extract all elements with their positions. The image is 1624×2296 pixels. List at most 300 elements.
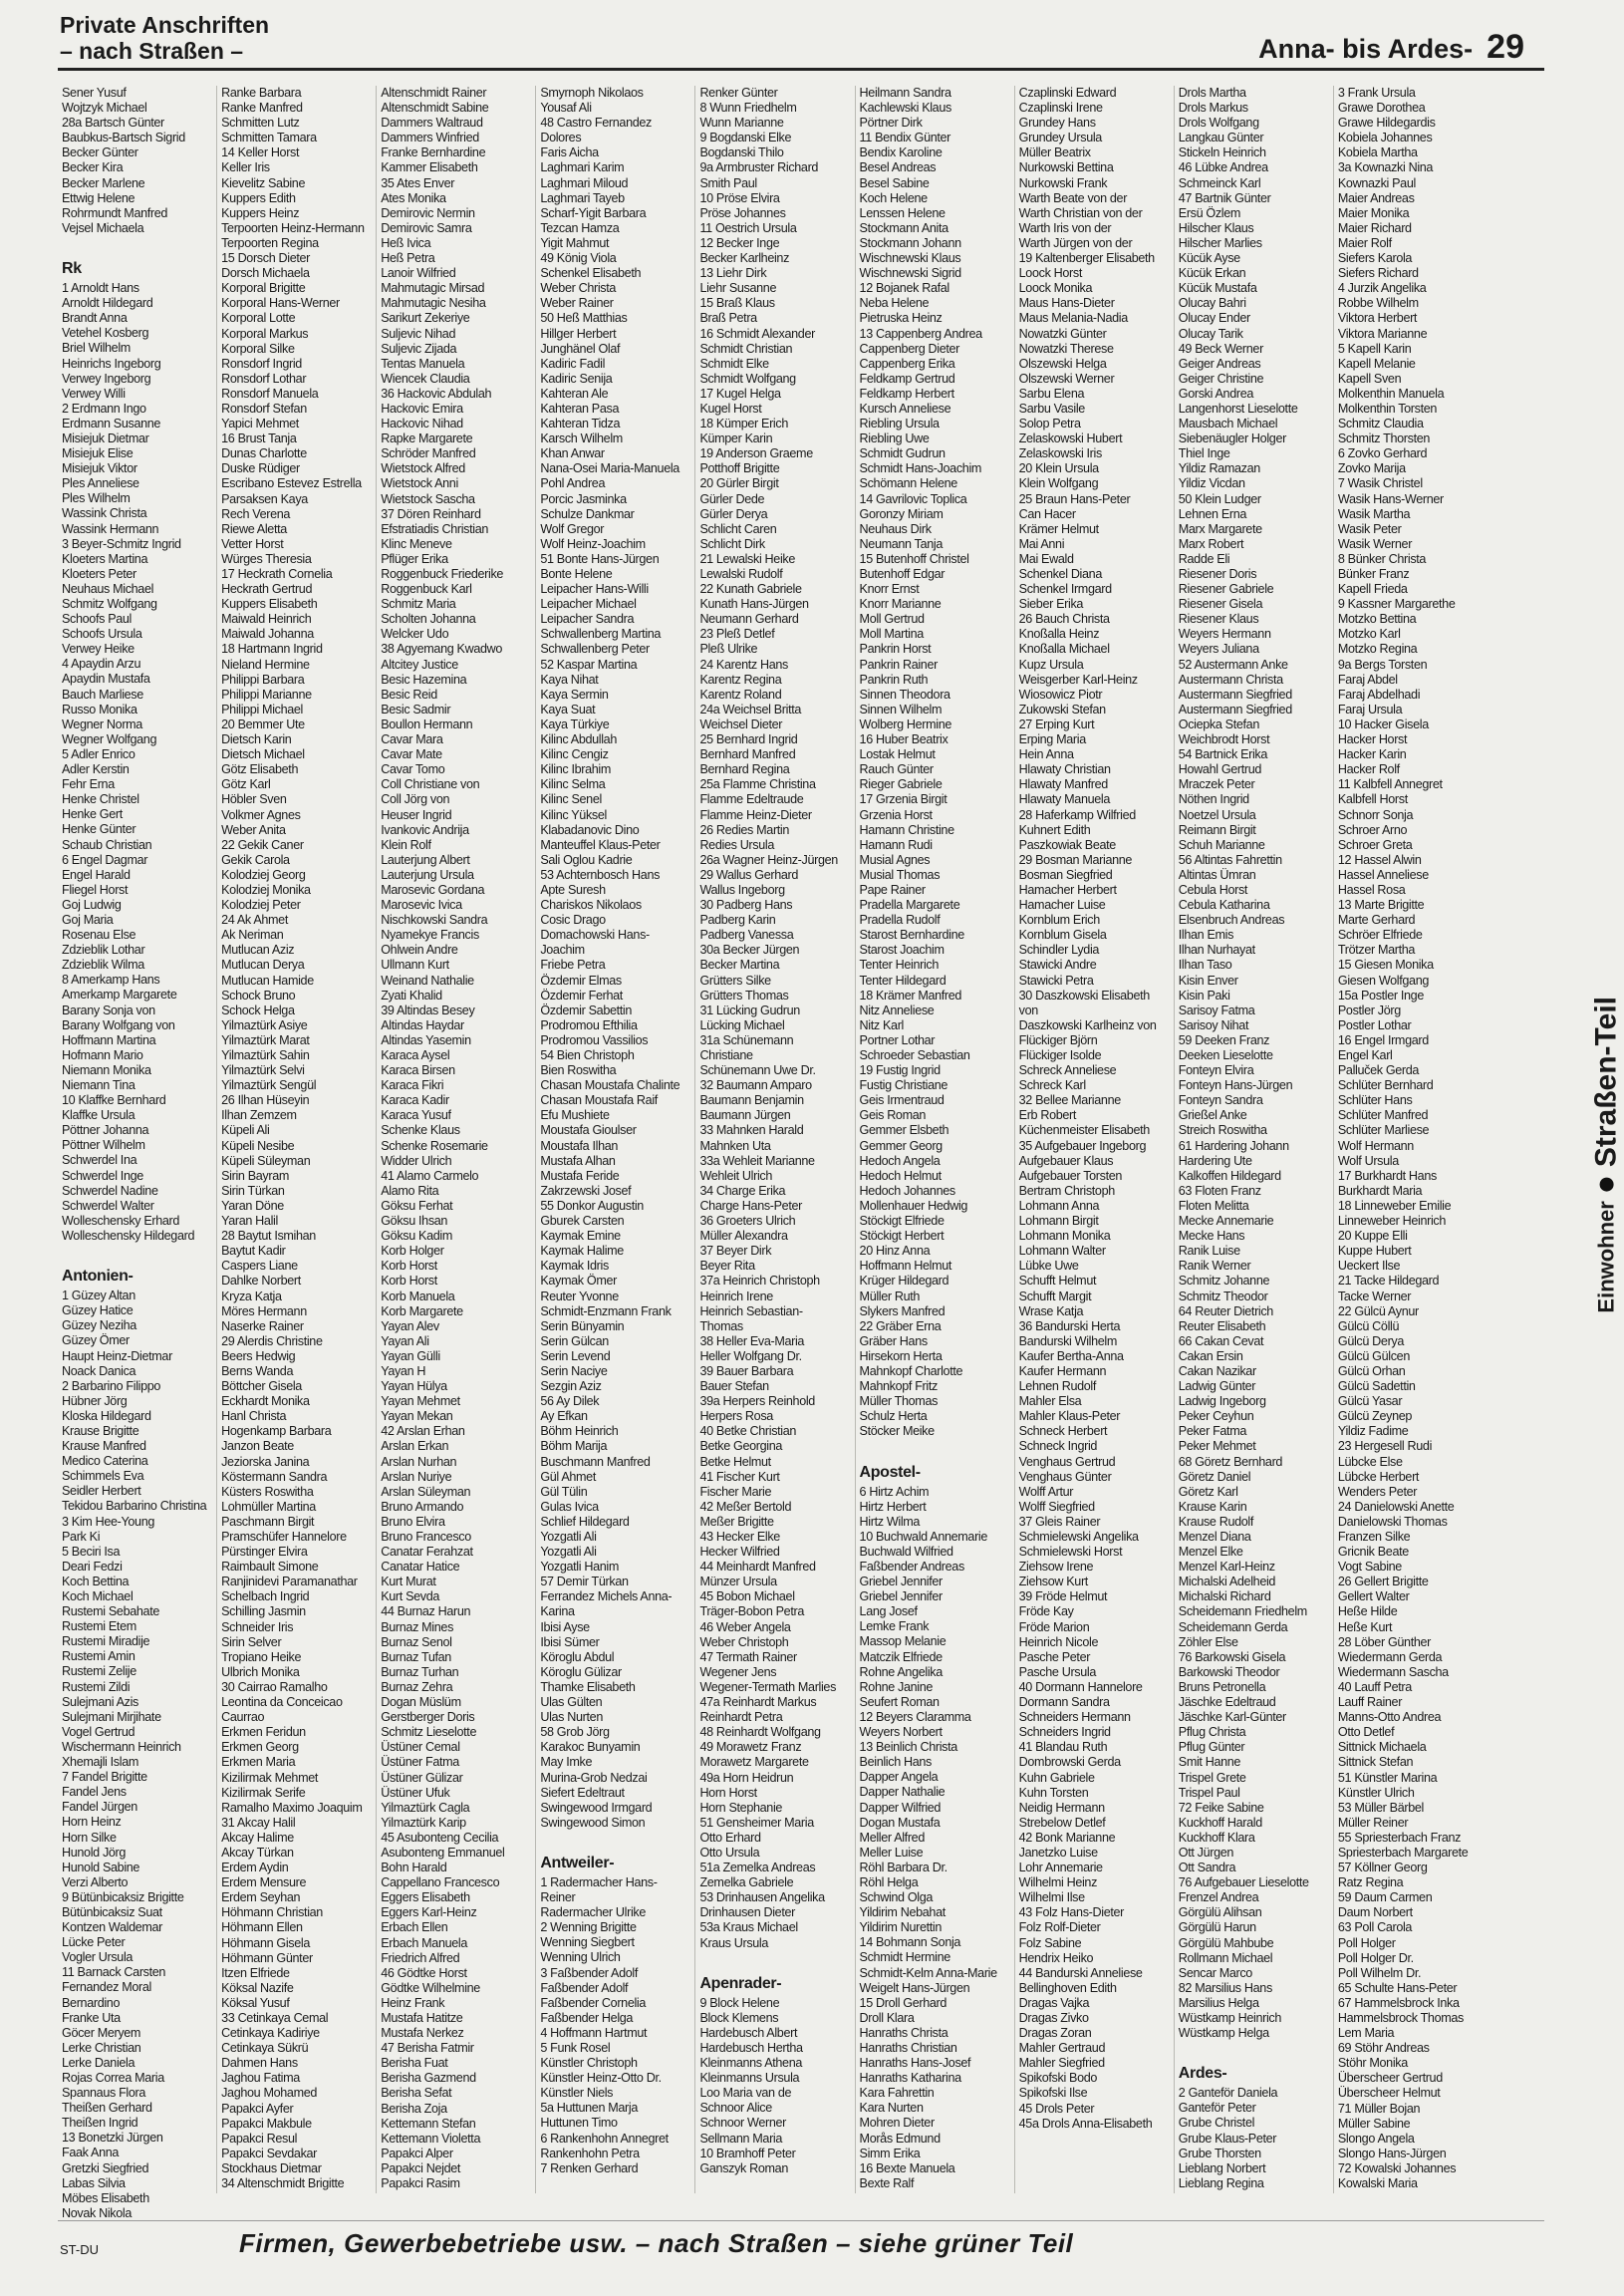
- directory-entry: Droll Klara: [859, 2010, 915, 2025]
- directory-entry: Apaydin Mustafa: [62, 672, 150, 687]
- directory-entry: Heinrichs Ingeborg: [62, 356, 161, 371]
- directory-entry: Pörtner Dirk: [859, 116, 923, 131]
- directory-entry: 25a Flamme Christina: [699, 777, 816, 792]
- directory-entry: Slongo Hans-Jürgen: [1337, 2146, 1447, 2160]
- directory-entry: Höhmann Gisela: [221, 1935, 311, 1950]
- directory-entry: Hillger Herbert: [540, 326, 617, 341]
- directory-entry: 16 Schmidt Alexander: [699, 326, 815, 341]
- directory-entry: Burnaz Turhan: [381, 1664, 459, 1679]
- directory-entry: 36 Hackovic Abdulah: [381, 386, 492, 401]
- directory-entry: 8 Wunn Friedhelm: [699, 101, 797, 116]
- directory-entry: Bexte Ralf: [859, 2175, 915, 2190]
- directory-entry: Ates Monika: [381, 190, 446, 205]
- directory-entry: Renker Günter: [699, 86, 778, 100]
- directory-entry: Krause Karin: [1178, 1499, 1247, 1514]
- directory-entry: Karaca Birsen: [381, 1063, 455, 1078]
- directory-entry: Kobiela Johannes: [1337, 131, 1433, 145]
- directory-entry: Henke Gert: [62, 807, 123, 822]
- directory-entry: Dolores: [540, 131, 582, 145]
- directory-entry: Jäschke Edeltraud: [1178, 1695, 1276, 1710]
- directory-entry: Sirin Türkan: [221, 1183, 285, 1198]
- directory-entry: Köroglu Abdul: [540, 1649, 615, 1664]
- directory-entry: Wietstock Sascha: [381, 491, 475, 506]
- directory-entry: Kuhnert Edith: [1018, 822, 1091, 837]
- directory-entry: Naserke Rainer: [221, 1318, 304, 1333]
- directory-entry: 56 Altintas Fahrettin: [1178, 852, 1282, 867]
- directory-entry: Erdmann Susanne: [62, 416, 161, 430]
- directory-entry: Altenschmidt Rainer: [381, 86, 487, 100]
- directory-entry: Wilhelmi Ilse: [1018, 1890, 1085, 1905]
- directory-entry: Marosevic Ivica: [381, 898, 462, 913]
- directory-entry: Mahnkopf Fritz: [859, 1379, 938, 1394]
- directory-entry: Kornblum Gisela: [1018, 928, 1107, 943]
- directory-entry: Schlicht Caren: [699, 521, 777, 536]
- directory-entry: Becker Günter: [62, 145, 138, 160]
- directory-entry: 15 Dorsch Dieter: [221, 251, 310, 266]
- directory-entry: Lerke Christian: [62, 2040, 141, 2055]
- directory-entry: 45a Drols Anna-Elisabeth: [1018, 2116, 1153, 2131]
- directory-entry: Schneck Herbert: [1018, 1424, 1108, 1439]
- directory-entry: 54 Bien Christoph: [540, 1048, 635, 1062]
- directory-entry: 26a Wagner Heinz-Jürgen: [699, 852, 838, 867]
- directory-entry: Hardering Ute: [1178, 1153, 1252, 1168]
- directory-entry: 3 Kim Hee-Young: [62, 1514, 154, 1529]
- directory-entry: Dragas Zivko: [1018, 2011, 1089, 2025]
- directory-entry: Schoofs Ursula: [62, 627, 142, 642]
- directory-entry: Laghmari Tayeb: [540, 190, 625, 205]
- directory-entry: Folz Sabine: [1018, 1935, 1082, 1950]
- directory-entry: Lohmüller Martina: [221, 1499, 316, 1514]
- directory-entry: Leontina da Conceicao: [221, 1695, 343, 1710]
- directory-entry: Solop Petra: [1018, 417, 1081, 431]
- directory-entry: [1179, 2041, 1329, 2056]
- directory-entry: Ganteför Peter: [1178, 2101, 1256, 2116]
- directory-entry: 2 Barbarino Filippo: [62, 1378, 161, 1393]
- directory-entry: Lohmann Walter: [1018, 1244, 1106, 1259]
- directory-entry: Müller Ruth: [859, 1289, 921, 1303]
- directory-entry: Schlicht Dirk: [699, 536, 765, 551]
- directory-entry: 9 Bütünbicaksiz Brigitte: [62, 1889, 184, 1904]
- directory-entry: Mahnken Uta: [699, 1138, 771, 1153]
- directory-entry: Kücük Mustafa: [1178, 281, 1257, 296]
- directory-entry: Sulejmani Azis: [62, 1694, 138, 1709]
- directory-entry: Kraus Ursula: [699, 1935, 769, 1950]
- directory-entry: 10 Pröse Elvira: [699, 190, 780, 205]
- directory-entry: Aufgebauer Klaus: [1018, 1153, 1114, 1168]
- directory-entry: Kadiric Fadil: [540, 356, 606, 371]
- directory-entry: 12 Beyers Claramma: [859, 1709, 971, 1724]
- directory-entry: Kobiela Martha: [1337, 145, 1418, 160]
- directory-entry: Schwind Olga: [859, 1890, 934, 1905]
- directory-entry: Götz Elisabeth: [221, 762, 299, 777]
- directory-entry: Michalski Adelheid: [1178, 1575, 1276, 1589]
- directory-entry: Wasik Martha: [1337, 506, 1411, 521]
- directory-entry: Langenhorst Lieselotte: [1178, 401, 1298, 416]
- directory-entry: 20 Bemmer Ute: [221, 717, 305, 731]
- directory-entry: Altindas Haydar: [381, 1017, 464, 1032]
- directory-entry: Würges Theresia: [221, 551, 312, 566]
- directory-entry: Pasche Ursula: [1018, 1664, 1097, 1679]
- directory-entry: Kaya Sermin: [540, 687, 609, 702]
- directory-entry: Wassink Hermann: [62, 521, 159, 536]
- directory-entry: Bruno Elvira: [381, 1514, 445, 1529]
- directory-entry: Pöttner Johanna: [62, 1123, 149, 1138]
- directory-entry: Wolff Artur: [1018, 1484, 1074, 1499]
- directory-entry: 26 Ilhan Hüseyin: [221, 1093, 310, 1108]
- directory-entry: Ullmann Kurt: [381, 958, 449, 973]
- directory-entry: Schmitten Lutz: [221, 116, 300, 131]
- directory-entry: Wrase Katja: [1018, 1303, 1084, 1318]
- directory-entry: 54 Bartnick Erika: [1178, 747, 1268, 762]
- directory-entry: 52 Austermann Anke: [1178, 657, 1288, 672]
- directory-entry: 16 Brust Tanja: [221, 431, 297, 446]
- directory-entry: Schröer Elfriede: [1337, 928, 1423, 943]
- directory-entry: Kalbfell Horst: [1337, 792, 1408, 807]
- directory-entry: Kuppers Heinz: [221, 205, 300, 220]
- directory-entry: Ersü Özlem: [1178, 205, 1241, 220]
- directory-entry: Riesener Klaus: [1178, 612, 1259, 627]
- directory-entry: Manteuffel Klaus-Peter: [540, 837, 661, 852]
- directory-entry: 59 Daum Carmen: [1337, 1890, 1433, 1905]
- directory-entry: Zukowski Stefan: [1018, 702, 1106, 717]
- directory-entry: Dapper Angela: [859, 1770, 939, 1785]
- directory-entry: Hogenkamp Barbara: [221, 1424, 332, 1439]
- directory-entry: Ilhan Nurhayat: [1178, 943, 1255, 958]
- directory-entry: Horn Horst: [699, 1785, 757, 1800]
- directory-entry: Korb Horst: [381, 1274, 437, 1289]
- directory-entry: Flückiger Björn: [1018, 1032, 1098, 1047]
- directory-entry: Barany Sonja von: [62, 1003, 155, 1017]
- directory-entry: Köksal Yusuf: [221, 1995, 290, 2010]
- directory-entry: 1 Arnoldt Hans: [62, 281, 139, 296]
- directory-entry: Olucay Ender: [1178, 311, 1250, 326]
- directory-entry: Thamke Elisabeth: [540, 1679, 636, 1694]
- directory-entry: Kloeters Martina: [62, 551, 148, 566]
- directory-entry: Schneiders Hermann: [1018, 1710, 1131, 1725]
- directory-entry: Yozgatli Hanim: [540, 1560, 619, 1575]
- directory-entry: Klabadanovic Dino: [540, 822, 640, 837]
- directory-entry: Geis Irmentraud: [859, 1093, 945, 1108]
- directory-entry: Ranik Luise: [1178, 1244, 1240, 1259]
- header-subtitle: – nach Straßen –: [60, 38, 244, 64]
- street-heading: Ardes-: [1178, 2065, 1227, 2083]
- directory-entry: Gorski Andrea: [1178, 386, 1254, 401]
- directory-entry: 68 Göretz Bernhard: [1178, 1454, 1283, 1469]
- directory-entry: Nöthen Ingrid: [1178, 792, 1249, 807]
- directory-entry: Schmidt Elke: [699, 356, 769, 371]
- directory-entry: 17 Grzenia Birgit: [859, 792, 947, 807]
- directory-entry: Üstüner Cemal: [381, 1740, 460, 1755]
- directory-entry: 1 Güzey Altan: [62, 1289, 135, 1303]
- directory-entry: Gülcü Zeynep: [1337, 1409, 1413, 1424]
- directory-entry: Yilmaztürk Sengül: [221, 1078, 317, 1093]
- directory-entry: Papakci Ayfer: [221, 2101, 294, 2116]
- directory-entry: 43 Folz Hans-Dieter: [1018, 1905, 1124, 1920]
- directory-entry: Faßbender Cornelia: [540, 1995, 647, 2010]
- directory-entry: Krüger Hildegard: [859, 1274, 949, 1289]
- directory-entry: Zelaskowski Hubert: [1018, 431, 1123, 446]
- directory-entry: Lohr Annemarie: [1018, 1861, 1103, 1875]
- directory-entry: Yilmaztürk Cagla: [381, 1800, 470, 1815]
- directory-entry: Lieblang Regina: [1178, 2175, 1264, 2190]
- directory-entry: Kaufer Bertha-Anna: [1018, 1348, 1124, 1363]
- directory-entry: Kaya Türkiye: [540, 717, 610, 731]
- directory-entry: Caspers Liane: [221, 1259, 298, 1274]
- directory-entry: Lostak Helmut: [859, 747, 936, 762]
- directory-entry: Hanraths Christian: [859, 2041, 957, 2055]
- directory-entry: Bertram Christoph: [1018, 1183, 1115, 1198]
- directory-entry: Schmielewski Angelika: [1018, 1530, 1139, 1544]
- directory-entry: Rustemi Miradije: [62, 1634, 150, 1649]
- directory-entry: Göcer Meryem: [62, 2025, 141, 2040]
- directory-entry: Hamann Christine: [859, 822, 954, 837]
- directory-entry: Ziehsow Irene: [1018, 1560, 1094, 1575]
- directory-entry: Moll Gertrud: [859, 612, 925, 627]
- directory-entry: Rosenau Else: [62, 928, 136, 943]
- directory-entry: Wunn Marianne: [699, 116, 784, 131]
- directory-entry: Sinnen Theodora: [859, 687, 950, 702]
- directory-entry: 33 Mahnken Harald: [699, 1123, 804, 1138]
- directory-entry: Boullon Hermann: [381, 717, 473, 731]
- directory-entry: Rohne Angelika: [859, 1664, 943, 1679]
- directory-entry: Spikofski Bodo: [1018, 2071, 1098, 2086]
- header-title: Private Anschriften: [60, 12, 270, 38]
- directory-entry: Berisha Gazmend: [381, 2071, 476, 2086]
- directory-entry: Kücük Erkan: [1178, 266, 1246, 281]
- directory-entry: Padberg Karin: [699, 913, 776, 928]
- directory-entry: Rieger Gabriele: [859, 777, 943, 792]
- directory-entry: Ronsdorf Manuela: [221, 386, 319, 401]
- directory-entry: Seidler Herbert: [62, 1484, 141, 1499]
- directory-entry: Kolodziej Monika: [221, 882, 311, 897]
- directory-entry: Papakci Rasim: [381, 2176, 460, 2191]
- directory-entry: Heilmann Sandra: [859, 86, 951, 100]
- directory-entry: Scheidemann Friedhelm: [1178, 1604, 1307, 1619]
- directory-entry: Kaufer Hermann: [1018, 1363, 1107, 1378]
- directory-entry: Altenschmidt Sabine: [381, 101, 489, 116]
- directory-entry: Ettwig Helene: [62, 190, 135, 205]
- directory-entry: Weisgerber Karl-Heinz: [1018, 672, 1138, 687]
- directory-entry: 63 Floten Franz: [1178, 1183, 1261, 1198]
- directory-entry: Karaca Yusuf: [381, 1108, 451, 1123]
- directory-entry: Lauterjung Ursula: [381, 867, 474, 882]
- directory-entry: Gül Ahmet: [540, 1469, 596, 1484]
- directory-entry: Strebelow Detlef: [1018, 1815, 1106, 1830]
- directory-entry: Radde Eli: [1178, 551, 1230, 566]
- directory-entry: Bernhard Regina: [699, 762, 790, 777]
- directory-entry: Janetzko Luise: [1018, 1845, 1098, 1860]
- directory-entry: 10 Hacker Gisela: [1337, 717, 1429, 731]
- directory-entry: Kilinc Yüksel: [540, 807, 607, 822]
- directory-entry: Floten Melitta: [1178, 1198, 1249, 1213]
- directory-entry: 23 Hergesell Rudi: [1337, 1439, 1433, 1454]
- directory-entry: Spikofski Ilse: [1018, 2086, 1088, 2101]
- directory-entry: Erkmen Georg: [221, 1740, 299, 1755]
- directory-entry: Paschmann Birgit: [221, 1514, 315, 1529]
- directory-entry: Lohmann Anna: [1018, 1198, 1100, 1213]
- directory-entry: Böttcher Gisela: [221, 1379, 302, 1394]
- directory-entry: Arslan Nurhan: [381, 1454, 457, 1469]
- directory-entry: Griebel Jennifer: [859, 1575, 943, 1589]
- directory-entry: Schenkel Elisabeth: [540, 266, 642, 281]
- directory-entry: Küpeli Ali: [221, 1123, 270, 1138]
- directory-entry: Ziehsow Kurt: [1018, 1575, 1088, 1589]
- directory-entry: Briel Wilhelm: [62, 341, 131, 356]
- directory-entry: Arnoldt Hildegard: [62, 296, 153, 311]
- directory-entry: Rollmann Michael: [1178, 1950, 1273, 1965]
- directory-entry: 30 Cairrao Ramalho: [221, 1679, 328, 1694]
- directory-entry: Kloska Hildegard: [62, 1408, 151, 1423]
- directory-entry: 57 Demir Türkan: [540, 1575, 629, 1589]
- directory-entry: 35 Aufgebauer Ingeborg: [1018, 1138, 1147, 1153]
- directory-entry: 69 Stöhr Andreas: [1337, 2041, 1430, 2056]
- directory-entry: Kilinc Ibrahim: [540, 762, 612, 777]
- directory-entry: 51 Künstler Marina: [1337, 1770, 1438, 1785]
- directory-entry: Haupt Heinz-Dietmar: [62, 1348, 172, 1363]
- directory-entry: Besel Sabine: [859, 175, 930, 190]
- directory-entry: Siefert Edeltraut: [540, 1785, 625, 1800]
- directory-entry: Schmidt Gudrun: [859, 446, 946, 461]
- directory-entry: Faraj Abdelhadi: [1337, 687, 1421, 702]
- directory-entry: Schwerdel Ina: [62, 1153, 137, 1168]
- directory-entry: 66 Cakan Cevat: [1178, 1333, 1264, 1348]
- directory-entry: Pietruska Heinz: [859, 311, 943, 326]
- directory-entry: Berisha Fuat: [381, 2056, 448, 2071]
- directory-entry: Poll Wilhelm Dr.: [1337, 1965, 1422, 1980]
- directory-entry: Loo Maria van de: [699, 2086, 792, 2101]
- directory-entry: Daum Norbert: [1337, 1905, 1413, 1920]
- directory-entry: Vogel Gertrud: [62, 1724, 135, 1739]
- directory-entry: Weinand Nathalie: [381, 973, 474, 988]
- directory-entry: 51a Zemelka Andreas: [699, 1861, 816, 1875]
- directory-entry: Fröde Marion: [1018, 1619, 1090, 1634]
- directory-entry: Cebula Horst: [1178, 882, 1248, 897]
- directory-entry: Lang Josef: [859, 1604, 918, 1619]
- directory-entry: Ilhan Emis: [1178, 928, 1234, 943]
- directory-entry: Efstratiadis Christian: [381, 521, 489, 536]
- directory-entry: Ilhan Taso: [1178, 958, 1232, 973]
- directory-entry: Arslan Süleyman: [381, 1484, 471, 1499]
- directory-entry: Wolf Heinz-Joachim: [540, 536, 646, 551]
- directory-entry: Künstler Heinz-Otto Dr.: [540, 2071, 662, 2086]
- directory-entry: Özdemir Ferhat: [540, 988, 623, 1003]
- directory-entry: Grundey Ursula: [1018, 131, 1102, 145]
- directory-entry: Mustafa Nerkez: [381, 2026, 464, 2041]
- directory-entry: 40 Dormann Hannelore: [1018, 1679, 1143, 1694]
- directory-entry: Maiwald Johanna: [221, 627, 314, 642]
- page-header-right: [1258, 28, 1524, 67]
- directory-entry: Riebling Ursula: [859, 417, 940, 431]
- directory-entry: 42 Arslan Erhan: [381, 1424, 465, 1439]
- directory-entry: Labas Silvia: [62, 2175, 126, 2190]
- directory-entry: Schmidt Hans-Joachim: [859, 461, 982, 476]
- directory-entry: Henke Christel: [62, 792, 139, 807]
- directory-entry: Müller Alexandra: [699, 1229, 788, 1244]
- directory-entry: Riebling Uwe: [859, 431, 930, 446]
- directory-entry: Flamme Heinz-Dieter: [699, 807, 812, 822]
- directory-entry: Schömann Helene: [859, 476, 957, 491]
- directory-entry: Schmielewski Horst: [1018, 1545, 1123, 1560]
- page-header-left: [60, 12, 269, 64]
- directory-entry: Bonte Helene: [540, 567, 613, 581]
- directory-entry: Tekidou Barbarino Christina: [62, 1499, 207, 1514]
- directory-entry: Duske Rüdiger: [221, 461, 300, 476]
- directory-entry: 47a Reinhardt Markus: [699, 1695, 817, 1710]
- directory-entry: Höhmann Ellen: [221, 1920, 303, 1935]
- directory-entry: Berisha Sefat: [381, 2086, 452, 2101]
- directory-entry: 46 Gödtke Horst: [381, 1965, 467, 1980]
- directory-entry: Schünemann Uwe Dr.: [699, 1063, 816, 1078]
- directory-entry: 47 Termath Rainer: [699, 1649, 797, 1664]
- section-side-tab: [1590, 997, 1624, 1313]
- directory-entry: 39 Bauer Barbara: [699, 1363, 794, 1378]
- directory-entry: Faraj Abdel: [1337, 672, 1398, 687]
- directory-entry: Kunath Hans-Jürgen: [699, 597, 809, 612]
- directory-entry: Wüstkamp Heinrich: [1178, 2011, 1281, 2025]
- directory-entry: Spannaus Flora: [62, 2086, 146, 2101]
- directory-entry: Korporal Silke: [221, 341, 295, 356]
- directory-entry: Raimbault Simone: [221, 1560, 319, 1575]
- directory-entry: Papakci Resul: [221, 2131, 298, 2146]
- directory-entry: Tentas Manuela: [381, 356, 465, 371]
- directory-entry: Heß Ivica: [381, 235, 431, 250]
- directory-entry: Gülcü Yasar: [1337, 1394, 1403, 1409]
- directory-entry: Karentz Regina: [699, 672, 782, 687]
- directory-entry: Grzenia Horst: [859, 807, 933, 822]
- directory-entry: Weichsel Dieter: [699, 717, 783, 731]
- directory-entry: 30 Daszkowski Elisabeth: [1018, 988, 1150, 1003]
- directory-entry: Korb Manuela: [381, 1289, 455, 1303]
- directory-entry: Wegener-Termath Marlies: [699, 1679, 837, 1694]
- directory-entry: 30 Padberg Hans: [699, 898, 793, 913]
- directory-entry: Stockmann Johann: [859, 235, 961, 250]
- directory-entry: 58 Grob Jörg: [540, 1725, 610, 1740]
- directory-entry: 29 Wallus Gerhard: [699, 867, 799, 882]
- directory-entry: 44 Bandurski Anneliese: [1018, 1965, 1143, 1980]
- directory-entry: Becker Marlene: [62, 175, 145, 190]
- directory-entry: Wallus Ingeborg: [699, 882, 785, 897]
- directory-entry: Heß Petra: [381, 251, 435, 266]
- directory-entry: Gemmer Georg: [859, 1138, 943, 1153]
- directory-entry: Motzko Karl: [1337, 627, 1401, 642]
- directory-entry: Lauff Rainer: [1337, 1695, 1403, 1710]
- directory-column: [855, 86, 1014, 2193]
- directory-entry: Postler Jörg: [1337, 1003, 1401, 1017]
- directory-entry: Wietstock Alfred: [381, 461, 465, 476]
- directory-entry: Peker Fatma: [1178, 1424, 1247, 1439]
- directory-entry: Wolf Gregor: [540, 521, 605, 536]
- directory-entry: Bruno Armando: [381, 1499, 464, 1514]
- directory-entry: Marte Gerhard: [1337, 913, 1416, 928]
- directory-entry: Dorsch Michaela: [221, 266, 310, 281]
- directory-entry: Rustemi Zelije: [62, 1664, 136, 1679]
- directory-entry: Wasik Hans-Werner: [1337, 491, 1444, 506]
- directory-entry: Erkmen Maria: [221, 1755, 296, 1770]
- directory-entry: Austermann Christa: [1178, 672, 1283, 687]
- directory-entry: Leipacher Sandra: [540, 612, 635, 627]
- directory-entry: Erping Maria: [1018, 732, 1086, 747]
- directory-entry: 12 Hassel Alwin: [1337, 852, 1422, 867]
- directory-entry: 33a Wehleit Marianne: [699, 1153, 815, 1168]
- directory-entry: Moustafa Gioulser: [540, 1123, 637, 1138]
- directory-entry: Schreck Anneliese: [1018, 1063, 1117, 1078]
- directory-entry: 6 Zovko Gerhard: [1337, 446, 1428, 461]
- directory-entry: Wasik Peter: [1337, 521, 1402, 536]
- directory-entry: Yaran Halil: [221, 1214, 278, 1229]
- directory-entry: Berns Wanda: [221, 1363, 294, 1378]
- directory-entry: Maus Hans-Dieter: [1018, 296, 1115, 311]
- directory-entry: Fustig Christiane: [859, 1078, 948, 1093]
